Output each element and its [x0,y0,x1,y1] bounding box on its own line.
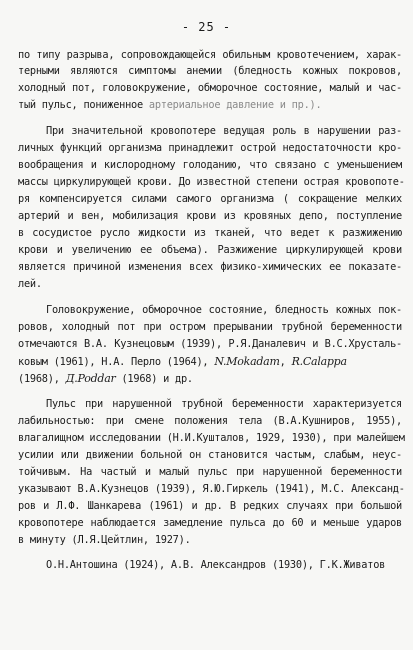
handwritten-citation: R.Calappa [291,355,347,368]
text-line: артерий и вен, мобилизация крови из кровяных депо, поступление [18,210,402,222]
text-line: в минуту (Л.Я.Цейтлин, 1927). [18,534,191,546]
text-line: является причиной изменения всех физико-химических ее показате- [18,261,402,273]
text-line: ров и Л.Ф. Шанкарева (1961) и др. В редких случаях при большой [18,500,402,512]
text-line: кровопотере наблюдается замедление пульса до 60 и меньше ударов [18,517,402,529]
text-line: О.Н.Антошина (1924), А.В. Александров (1930), Г.К.Живатов [46,559,386,571]
text-line: Головокружение, обморочное состояние, бледность кожных пок- [46,304,402,316]
text-line: влагалищном исследовании (Н.И.Кушталов, 1929, 1930), при малейшем [18,432,405,444]
text-fragment: ковым (1961), Н.А. Перло (1964), [18,356,209,368]
handwritten-citation: N.Mokadam [214,355,280,368]
text-line: При значительной кровопотере ведущая роль в нарушении раз- [46,125,402,137]
text-line: холодный пот, головокружение, обморочное состояние, малый и час- [18,82,402,94]
text-line: крови и увеличению ее объема). Разжижение циркулирующей крови [18,244,402,256]
text-line: массы циркулирующей крови. До известной степени острая кровопоте- [18,176,405,188]
text-line: ря компенсируется силами самого организма ( сокращение мелких [18,193,402,205]
text-line [18,372,402,386]
text-line: ровов, холодный пот при остром прерывании трубной беременности [18,321,402,333]
text-line: вообращения и кислородному голоданию, что связано с уменьшением [18,159,402,171]
text-line [18,99,402,112]
text-line: в сосудистое русло жидкости из тканей, что ведет к разжижению [18,227,402,239]
text-line: усилии или движении больной он становится частым, слабым, неус- [18,449,402,461]
text-line: лабильностью: при смене положения тела (В.А.Кушниров, 1955), [18,415,402,427]
text-line: терными являются симптомы анемии (бледность кожных покровов, [18,65,402,77]
handwritten-citation: Д.Poddar [65,372,116,385]
text-fragment: (1968), [18,373,60,385]
page-number: - 25 - [181,20,232,34]
text-line: тойчивым. На частый и малый пульс при нарушенной беременности [18,466,402,478]
text-line: лей. [18,278,42,290]
text-fragment: тый пульс, пониженное [18,99,143,111]
text-fragment: (1968) и др. [121,373,193,385]
text-line: указывают В.А.Кузнецов (1939), Я.Ю.Гиркель (1941), М.С. Александ- [18,483,405,495]
text-line: отмечаются В.А. Кузнецовым (1939), Р.Я.Даналевич и В.С.Хрусталь- [18,338,402,350]
text-line: по типу разрыва, сопровождающейся обильным кровотечением, харак- [18,49,402,61]
faded-text-fragment: артериальное давление и пр.). [142,99,322,111]
text-line: личных функций организма принадлежит острой недостаточности кро- [18,142,402,154]
text-line: Пульс при нарушенной трубной беременности характеризуется [46,398,402,410]
text-line: ковым (1961), Н.А. Перло (1964), N.Mokadam, R.Calappa [18,355,347,368]
